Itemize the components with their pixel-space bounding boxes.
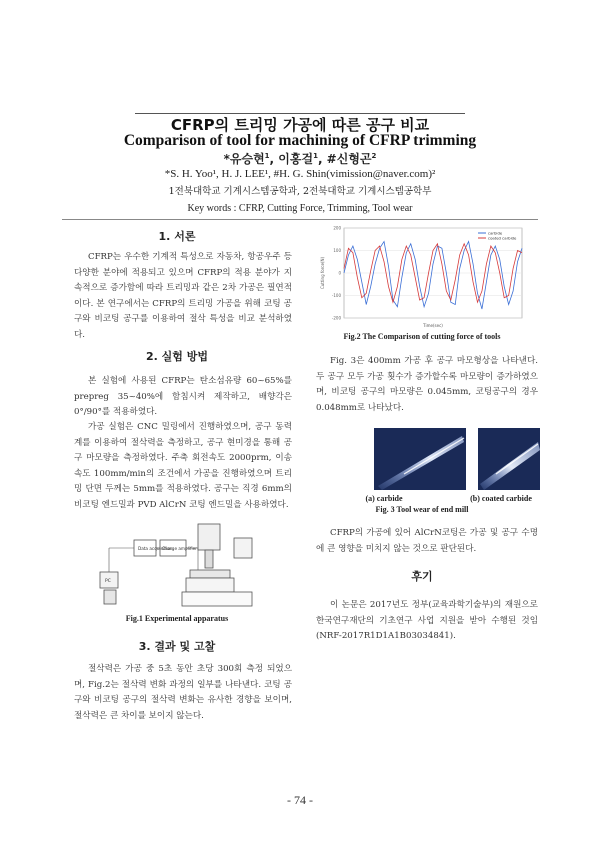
legend-label-0: carbide <box>488 230 503 236</box>
author-3: , #신형곤 <box>317 152 372 166</box>
figure-3-label-a: (a) carbide <box>365 494 403 503</box>
x-axis-label: Time(sec) <box>423 323 443 328</box>
header-divider <box>62 219 538 220</box>
figure-1-caption: Fig.1 Experimental apparatus <box>125 614 229 623</box>
pc-label: PC <box>105 579 111 584</box>
paper-title-english: Comparison of tool for machining of CFRP trimming <box>123 132 477 149</box>
figure-1-apparatus <box>98 520 258 612</box>
intro-paragraph: CFRP는 우수한 기계적 특성으로 자동차, 항공우주 등 다양한 분야에 적용되고 있으며 CFRP의 적용 분야가 지속적으로 증가함에 따라 트리밍과 같은 2차 가공은 필연적이다. 본 연구에서는 CFRP의 트리밍 가공을 위해 코팅 공구와 비코팅 공구를 이용하여 절삭 특성을 비교 분석하였다. <box>74 252 292 340</box>
paper-title-korean: CFRP의 트리밍 가공에 따른 공구 비교 <box>170 116 430 134</box>
y-tick-label-3: -100 <box>331 293 341 298</box>
y-tick-label-4: -200 <box>331 315 341 321</box>
results-paragraph-1: 절삭력은 가공 중 5초 동안 초당 300회 측정 되었으며, Fig.2는 절삭력 변화 과정의 일부를 나타낸다. 코팅 공구와 비코팅 공구의 절삭력 변화는 유사한 경향을 보이며, 절삭력은 큰 차이를 보이지 않는다. <box>74 664 292 721</box>
section-title-acknowledgement: 후기 <box>411 570 433 583</box>
figure-3-label-b: (b) coated carbide <box>470 494 532 503</box>
acknowledgement-paragraph: 이 논문은 2017년도 정부(교육과학기술부)의 재원으로 한국연구재단의 기초연구 사업 지원을 받아 수행된 것임(NRF-2017R1D1A1B03034841). <box>316 600 538 641</box>
affiliation: 1전북대학교 기계시스템공학과, 2전북대학교 기계시스템공학부 <box>168 186 432 197</box>
page-number: - 74 - <box>287 793 313 807</box>
figure-3-caption: Fig. 3 Tool wear of end mill <box>375 505 469 514</box>
daq-label: Data acquisition <box>138 546 173 551</box>
results-paragraph-2: Fig. 3은 400mm 가공 후 공구 마모형상을 나타낸다. 두 공구 모두 가공 횟수가 증가할수록 마모량이 증가하였으며, 비코팅 공구의 마모량은 0.045mm, 코팅공구의 경우 0.048mm로 나타났다. <box>316 356 538 413</box>
method-paragraph-2: 가공 실험은 CNC 밀링에서 진행하였으며, 공구 동력계를 이용하여 절삭력을 측정하고, 공구 현미경을 통해 공구 마모량을 측정하였다. 주축 회전속도 2000prm, 이송 속도 100mm/min의 조건에서 가공을 진행하였으며 트리밍 단면 두께는 5mm를 적용하였다. 공구는 직경 6mm의 비코팅 엔드밀과 PVD AlCrN 코팅 엔드밀을 사용하였다. <box>74 422 292 510</box>
apparatus-drawing <box>98 520 258 612</box>
authors-korean: *유승현$^1$, 이홍걸$^1$, #신형곤$^2$ <box>223 152 377 166</box>
method-paragraph-1: 본 실험에 사용된 CFRP는 탄소섬유량 60~65%를 prepreg 35~40%에 함침시켜 제작하고, 배향각은 0°/90°를 적용하였다. <box>74 376 292 417</box>
figure-2-caption: Fig.2 The Comparison of cutting force of tools <box>343 332 501 341</box>
authors-english: *S. H. Yoo¹, H. J. LEE¹, #H. G. Shin(vimission@naver.com)² <box>164 168 436 180</box>
section-title-results: 3. 결과 및 고찰 <box>138 640 216 653</box>
section-title-intro: 1. 서론 <box>158 230 196 243</box>
y-tick-label-2: 0 <box>338 270 341 276</box>
charge-amplifier-label: Charge amplifier <box>162 546 197 551</box>
y-axis-label: Cutting force(N) <box>320 256 325 290</box>
carbide-edge-glow <box>374 428 466 490</box>
tool-wear-image-carbide <box>374 428 466 490</box>
legend-label-1: coated carbide <box>488 235 517 241</box>
workpiece <box>190 570 230 578</box>
results-paragraph-3: CFRP의 가공에 있어 AlCrN코팅은 가공 및 공구 수명에 큰 영향을 미치지 않는 것으로 판단된다. <box>316 528 538 554</box>
spindle-head <box>198 524 220 550</box>
y-tick-label-0: 200 <box>333 225 341 231</box>
y-tick-label-1: 100 <box>333 248 341 253</box>
tool-wear-image-coated <box>478 428 540 490</box>
coated-edge-glow <box>478 428 540 490</box>
author-1: *유승현 <box>223 152 265 166</box>
machine-base <box>182 592 252 606</box>
dynamometer <box>186 578 234 592</box>
cutting-force-chart <box>318 222 528 330</box>
pc-tower <box>104 590 116 604</box>
figure-2-chart <box>318 222 528 330</box>
spindle <box>205 550 213 568</box>
section-title-method: 2. 실험 방법 <box>146 350 208 363</box>
cnc-controller <box>234 538 252 558</box>
keywords: Key words : CFRP, Cutting Force, Trimming, Tool wear <box>187 203 413 214</box>
author-2: , 이홍걸 <box>269 152 314 166</box>
